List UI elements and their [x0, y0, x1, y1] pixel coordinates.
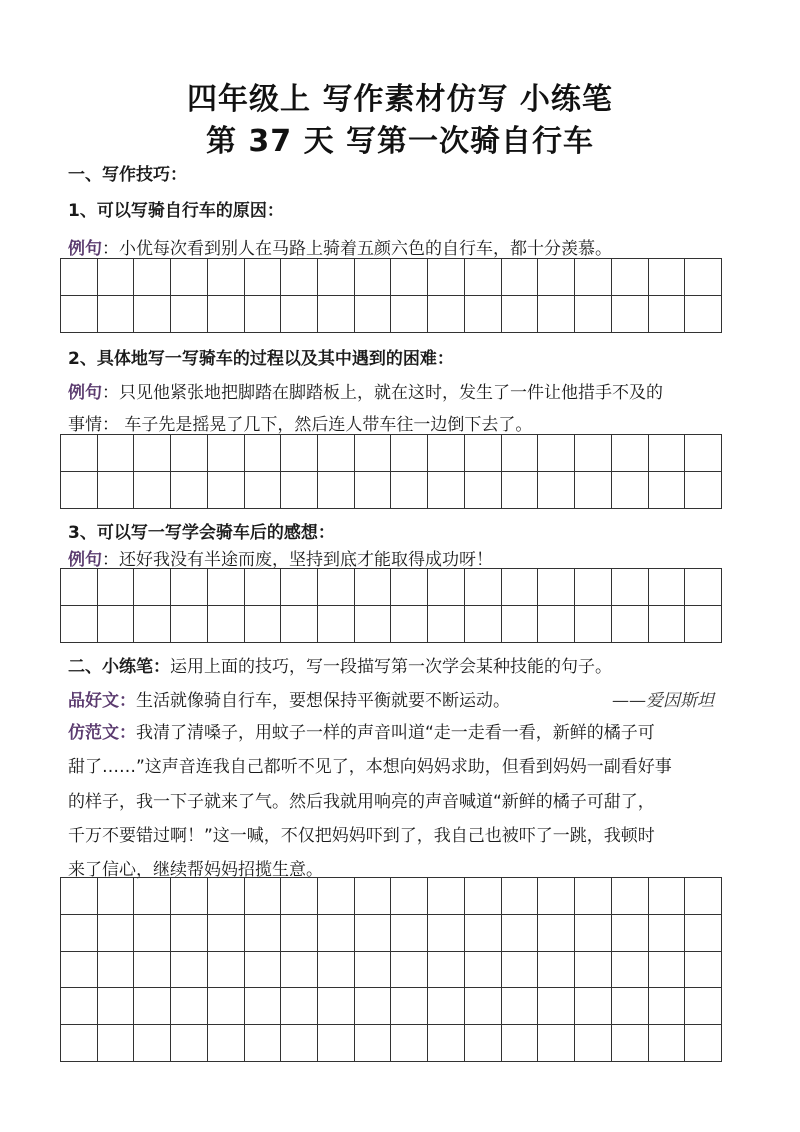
grid-cell[interactable] — [208, 988, 245, 1025]
grid-cell[interactable] — [245, 878, 282, 915]
grid-cell[interactable] — [134, 915, 171, 952]
grid-cell[interactable] — [245, 915, 282, 952]
grid-cell[interactable] — [612, 878, 649, 915]
grid-cell[interactable] — [245, 606, 282, 643]
grid-cell[interactable] — [538, 606, 575, 643]
item1-example — [68, 234, 612, 259]
grid-cell[interactable] — [685, 296, 722, 333]
section2-heading: 二、小练笔： — [68, 657, 170, 677]
grid-cell[interactable] — [391, 472, 428, 509]
example-text: ：只见他紧张地把脚踏在脚踏板上，就在这时，发生了一件让他措手不及的 — [102, 383, 663, 403]
grid-cell[interactable] — [61, 915, 98, 952]
grid-cell[interactable] — [612, 435, 649, 472]
grid-cell[interactable] — [465, 435, 502, 472]
grid-cell[interactable] — [355, 472, 392, 509]
grid-cell[interactable] — [649, 472, 686, 509]
grid-cell[interactable] — [355, 259, 392, 296]
grid-cell[interactable] — [98, 988, 135, 1025]
writing-grid-1[interactable] — [60, 258, 722, 333]
grid-cell[interactable] — [575, 606, 612, 643]
grid-cell[interactable] — [281, 878, 318, 915]
grid-cell[interactable] — [391, 296, 428, 333]
grid-cell[interactable] — [208, 878, 245, 915]
grid-cell[interactable] — [245, 435, 282, 472]
grid-cell[interactable] — [612, 606, 649, 643]
model-line-5: 来了信心，继续帮妈妈招揽生意。 — [68, 860, 323, 880]
grid-cell[interactable] — [538, 296, 575, 333]
grid-cell[interactable] — [208, 915, 245, 952]
grid-cell[interactable] — [208, 952, 245, 989]
grid-cell[interactable] — [98, 296, 135, 333]
grid-cell[interactable] — [428, 952, 465, 989]
grid-cell[interactable] — [575, 915, 612, 952]
grid-cell[interactable] — [465, 472, 502, 509]
grid-cell[interactable] — [134, 1025, 171, 1062]
section1-heading: 一、写作技巧： — [68, 165, 187, 185]
grid-cell[interactable] — [502, 259, 539, 296]
grid-cell[interactable] — [98, 915, 135, 952]
grid-cell[interactable] — [98, 259, 135, 296]
grid-cell[interactable] — [391, 878, 428, 915]
grid-cell[interactable] — [575, 1025, 612, 1062]
grid-cell[interactable] — [134, 878, 171, 915]
grid-cell[interactable] — [98, 472, 135, 509]
quote-text: 生活就像骑自行车，要想保持平衡就要不断运动。 — [136, 691, 510, 711]
grid-cell[interactable] — [245, 1025, 282, 1062]
grid-cell[interactable] — [391, 1025, 428, 1062]
grid-cell[interactable] — [649, 606, 686, 643]
grid-cell[interactable] — [318, 915, 355, 952]
grid-cell[interactable] — [428, 296, 465, 333]
grid-cell[interactable] — [61, 988, 98, 1025]
grid-cell[interactable] — [245, 472, 282, 509]
grid-cell[interactable] — [245, 988, 282, 1025]
grid-cell[interactable] — [685, 878, 722, 915]
grid-cell[interactable] — [685, 435, 722, 472]
grid-cell[interactable] — [391, 606, 428, 643]
grid-cell[interactable] — [685, 915, 722, 952]
grid-cell[interactable] — [355, 952, 392, 989]
section2-instruction-text: 运用上面的技巧，写一段描写第一次学会某种技能的句子。 — [170, 657, 612, 677]
grid-cell[interactable] — [649, 435, 686, 472]
grid-cell[interactable] — [428, 878, 465, 915]
grid-cell[interactable] — [538, 472, 575, 509]
grid-cell[interactable] — [171, 878, 208, 915]
grid-cell[interactable] — [612, 296, 649, 333]
grid-cell[interactable] — [318, 606, 355, 643]
grid-cell[interactable] — [465, 259, 502, 296]
grid-cell[interactable] — [281, 1025, 318, 1062]
grid-cell[interactable] — [281, 259, 318, 296]
grid-cell[interactable] — [245, 952, 282, 989]
item2-example-cont: 事情： 车子先是摇晃了几下，然后连人带车往一边倒下去了。 — [68, 415, 533, 435]
grid-cell[interactable] — [465, 878, 502, 915]
item3-example — [68, 545, 493, 570]
grid-cell[interactable] — [134, 435, 171, 472]
grid-cell[interactable] — [649, 1025, 686, 1062]
grid-cell[interactable] — [355, 915, 392, 952]
grid-cell[interactable] — [98, 435, 135, 472]
grid-cell[interactable] — [281, 296, 318, 333]
grid-cell[interactable] — [208, 1025, 245, 1062]
grid-cell[interactable] — [171, 988, 208, 1025]
grid-cell[interactable] — [685, 1025, 722, 1062]
quote-label: 品好文： — [68, 691, 136, 711]
grid-cell[interactable] — [391, 952, 428, 989]
grid-cell[interactable] — [391, 988, 428, 1025]
grid-cell[interactable] — [355, 296, 392, 333]
grid-cell[interactable] — [575, 569, 612, 606]
grid-cell[interactable] — [612, 472, 649, 509]
grid-cell[interactable] — [281, 988, 318, 1025]
grid-cell[interactable] — [318, 952, 355, 989]
grid-cell[interactable] — [318, 296, 355, 333]
grid-cell[interactable] — [538, 878, 575, 915]
grid-cell[interactable] — [502, 606, 539, 643]
grid-cell[interactable] — [428, 569, 465, 606]
grid-cell[interactable] — [575, 878, 612, 915]
grid-cell[interactable] — [575, 988, 612, 1025]
model-line-3: 的样子，我一下子就来了气。然后我就用响亮的声音喊道“新鲜的橘子可甜了， — [68, 792, 655, 812]
grid-cell[interactable] — [208, 606, 245, 643]
writing-grid-2[interactable] — [60, 434, 722, 509]
grid-cell[interactable] — [318, 569, 355, 606]
grid-cell[interactable] — [575, 259, 612, 296]
grid-cell[interactable] — [649, 988, 686, 1025]
grid-cell[interactable] — [98, 606, 135, 643]
grid-cell[interactable] — [61, 606, 98, 643]
grid-cell[interactable] — [649, 569, 686, 606]
example-text: ：还好我没有半途而废，坚持到底才能取得成功呀！ — [102, 550, 493, 570]
grid-cell[interactable] — [134, 988, 171, 1025]
grid-cell[interactable] — [245, 569, 282, 606]
writing-grid-4[interactable] — [60, 877, 722, 1062]
grid-cell[interactable] — [98, 1025, 135, 1062]
grid-cell[interactable] — [208, 296, 245, 333]
grid-cell[interactable] — [649, 259, 686, 296]
quote-author: ——爱因斯坦 — [612, 691, 714, 711]
grid-cell[interactable] — [281, 472, 318, 509]
grid-cell[interactable] — [575, 952, 612, 989]
grid-cell[interactable] — [649, 952, 686, 989]
grid-cell[interactable] — [649, 915, 686, 952]
model-text: 我清了清嗓子，用蚊子一样的声音叫道“走一走看一看，新鲜的橘子可 — [136, 723, 655, 743]
grid-cell[interactable] — [465, 606, 502, 643]
grid-cell[interactable] — [171, 472, 208, 509]
grid-cell[interactable] — [685, 569, 722, 606]
grid-cell[interactable] — [318, 259, 355, 296]
grid-cell[interactable] — [391, 435, 428, 472]
grid-cell[interactable] — [171, 1025, 208, 1062]
grid-cell[interactable] — [428, 1025, 465, 1062]
page-subtitle: 第 37 天 写第一次骑自行车 — [205, 124, 595, 159]
grid-cell[interactable] — [134, 259, 171, 296]
grid-cell[interactable] — [465, 915, 502, 952]
grid-cell[interactable] — [502, 915, 539, 952]
grid-cell[interactable] — [538, 952, 575, 989]
grid-cell[interactable] — [502, 878, 539, 915]
model-line-1 — [68, 718, 655, 743]
example-label: 例句 — [68, 383, 102, 403]
grid-cell[interactable] — [318, 878, 355, 915]
writing-grid-3[interactable] — [60, 568, 722, 643]
model-label: 仿范文： — [68, 723, 136, 743]
grid-cell[interactable] — [208, 472, 245, 509]
grid-cell[interactable] — [502, 988, 539, 1025]
grid-cell[interactable] — [428, 259, 465, 296]
grid-cell[interactable] — [428, 435, 465, 472]
grid-cell[interactable] — [612, 988, 649, 1025]
grid-cell[interactable] — [355, 1025, 392, 1062]
grid-cell[interactable] — [465, 569, 502, 606]
grid-cell[interactable] — [428, 606, 465, 643]
grid-cell[interactable] — [318, 435, 355, 472]
grid-cell[interactable] — [208, 259, 245, 296]
grid-cell[interactable] — [465, 1025, 502, 1062]
grid-cell[interactable] — [428, 988, 465, 1025]
grid-cell[interactable] — [171, 296, 208, 333]
item2-example — [68, 378, 663, 403]
grid-cell[interactable] — [134, 472, 171, 509]
grid-cell[interactable] — [612, 259, 649, 296]
grid-cell[interactable] — [428, 915, 465, 952]
grid-cell[interactable] — [134, 606, 171, 643]
grid-cell[interactable] — [281, 606, 318, 643]
grid-cell[interactable] — [245, 296, 282, 333]
grid-cell[interactable] — [171, 915, 208, 952]
grid-cell[interactable] — [649, 878, 686, 915]
grid-cell[interactable] — [245, 259, 282, 296]
grid-cell[interactable] — [502, 296, 539, 333]
model-line-4: 千万不要错过啊！”这一喊，不仅把妈妈吓到了，我自己也被吓了一跳，我顿时 — [68, 826, 655, 846]
grid-cell[interactable] — [61, 259, 98, 296]
grid-cell[interactable] — [612, 1025, 649, 1062]
grid-cell[interactable] — [281, 569, 318, 606]
grid-cell[interactable] — [612, 952, 649, 989]
grid-cell[interactable] — [208, 435, 245, 472]
grid-cell[interactable] — [538, 1025, 575, 1062]
section2-instruction — [68, 652, 612, 677]
item2-heading: 2、具体地写一写骑车的过程以及其中遇到的困难： — [68, 349, 454, 369]
grid-cell[interactable] — [685, 472, 722, 509]
grid-cell[interactable] — [171, 435, 208, 472]
grid-cell[interactable] — [649, 296, 686, 333]
grid-cell[interactable] — [538, 259, 575, 296]
grid-cell[interactable] — [685, 988, 722, 1025]
grid-cell[interactable] — [281, 435, 318, 472]
grid-cell[interactable] — [171, 606, 208, 643]
grid-cell[interactable] — [98, 952, 135, 989]
grid-cell[interactable] — [575, 472, 612, 509]
grid-cell[interactable] — [208, 569, 245, 606]
grid-cell[interactable] — [318, 1025, 355, 1062]
grid-cell[interactable] — [685, 606, 722, 643]
grid-cell[interactable] — [98, 569, 135, 606]
model-line-2: 甜了……”这声音连我自己都听不见了，本想向妈妈求助，但看到妈妈一副看好事 — [68, 757, 672, 777]
grid-cell[interactable] — [318, 472, 355, 509]
grid-cell[interactable] — [502, 435, 539, 472]
item1-heading: 1、可以写骑自行车的原因： — [68, 201, 284, 221]
grid-cell[interactable] — [428, 472, 465, 509]
grid-cell[interactable] — [98, 878, 135, 915]
grid-cell[interactable] — [538, 988, 575, 1025]
example-label: 例句 — [68, 550, 102, 570]
example-label: 例句 — [68, 239, 102, 259]
grid-cell[interactable] — [502, 1025, 539, 1062]
grid-cell[interactable] — [612, 915, 649, 952]
grid-cell[interactable] — [575, 296, 612, 333]
grid-cell[interactable] — [465, 988, 502, 1025]
grid-cell[interactable] — [538, 435, 575, 472]
grid-cell[interactable] — [355, 878, 392, 915]
grid-cell[interactable] — [61, 1025, 98, 1062]
grid-cell[interactable] — [502, 569, 539, 606]
grid-cell[interactable] — [281, 915, 318, 952]
grid-cell[interactable] — [61, 435, 98, 472]
grid-cell[interactable] — [465, 952, 502, 989]
grid-cell[interactable] — [134, 569, 171, 606]
grid-cell[interactable] — [391, 259, 428, 296]
grid-cell[interactable] — [134, 952, 171, 989]
grid-cell[interactable] — [685, 259, 722, 296]
page-title: 四年级上 写作素材仿写 小练笔 — [187, 82, 613, 117]
grid-cell[interactable] — [355, 606, 392, 643]
grid-cell[interactable] — [61, 952, 98, 989]
grid-cell[interactable] — [61, 472, 98, 509]
grid-cell[interactable] — [575, 435, 612, 472]
grid-cell[interactable] — [61, 296, 98, 333]
grid-cell[interactable] — [685, 952, 722, 989]
grid-cell[interactable] — [612, 569, 649, 606]
grid-cell[interactable] — [355, 435, 392, 472]
grid-cell[interactable] — [465, 296, 502, 333]
grid-cell[interactable] — [538, 569, 575, 606]
example-text: ：小优每次看到别人在马路上骑着五颜六色的自行车，都十分羡慕。 — [102, 239, 612, 259]
grid-cell[interactable] — [281, 952, 318, 989]
grid-cell[interactable] — [171, 259, 208, 296]
grid-cell[interactable] — [61, 878, 98, 915]
quote-line — [68, 686, 510, 711]
grid-cell[interactable] — [61, 569, 98, 606]
grid-cell[interactable] — [134, 296, 171, 333]
item3-heading: 3、可以写一写学会骑车后的感想： — [68, 523, 335, 543]
grid-cell[interactable] — [318, 988, 355, 1025]
grid-cell[interactable] — [355, 988, 392, 1025]
grid-cell[interactable] — [538, 915, 575, 952]
grid-cell[interactable] — [502, 952, 539, 989]
grid-cell[interactable] — [391, 915, 428, 952]
grid-cell[interactable] — [502, 472, 539, 509]
grid-cell[interactable] — [391, 569, 428, 606]
grid-cell[interactable] — [355, 569, 392, 606]
grid-cell[interactable] — [171, 569, 208, 606]
grid-cell[interactable] — [171, 952, 208, 989]
